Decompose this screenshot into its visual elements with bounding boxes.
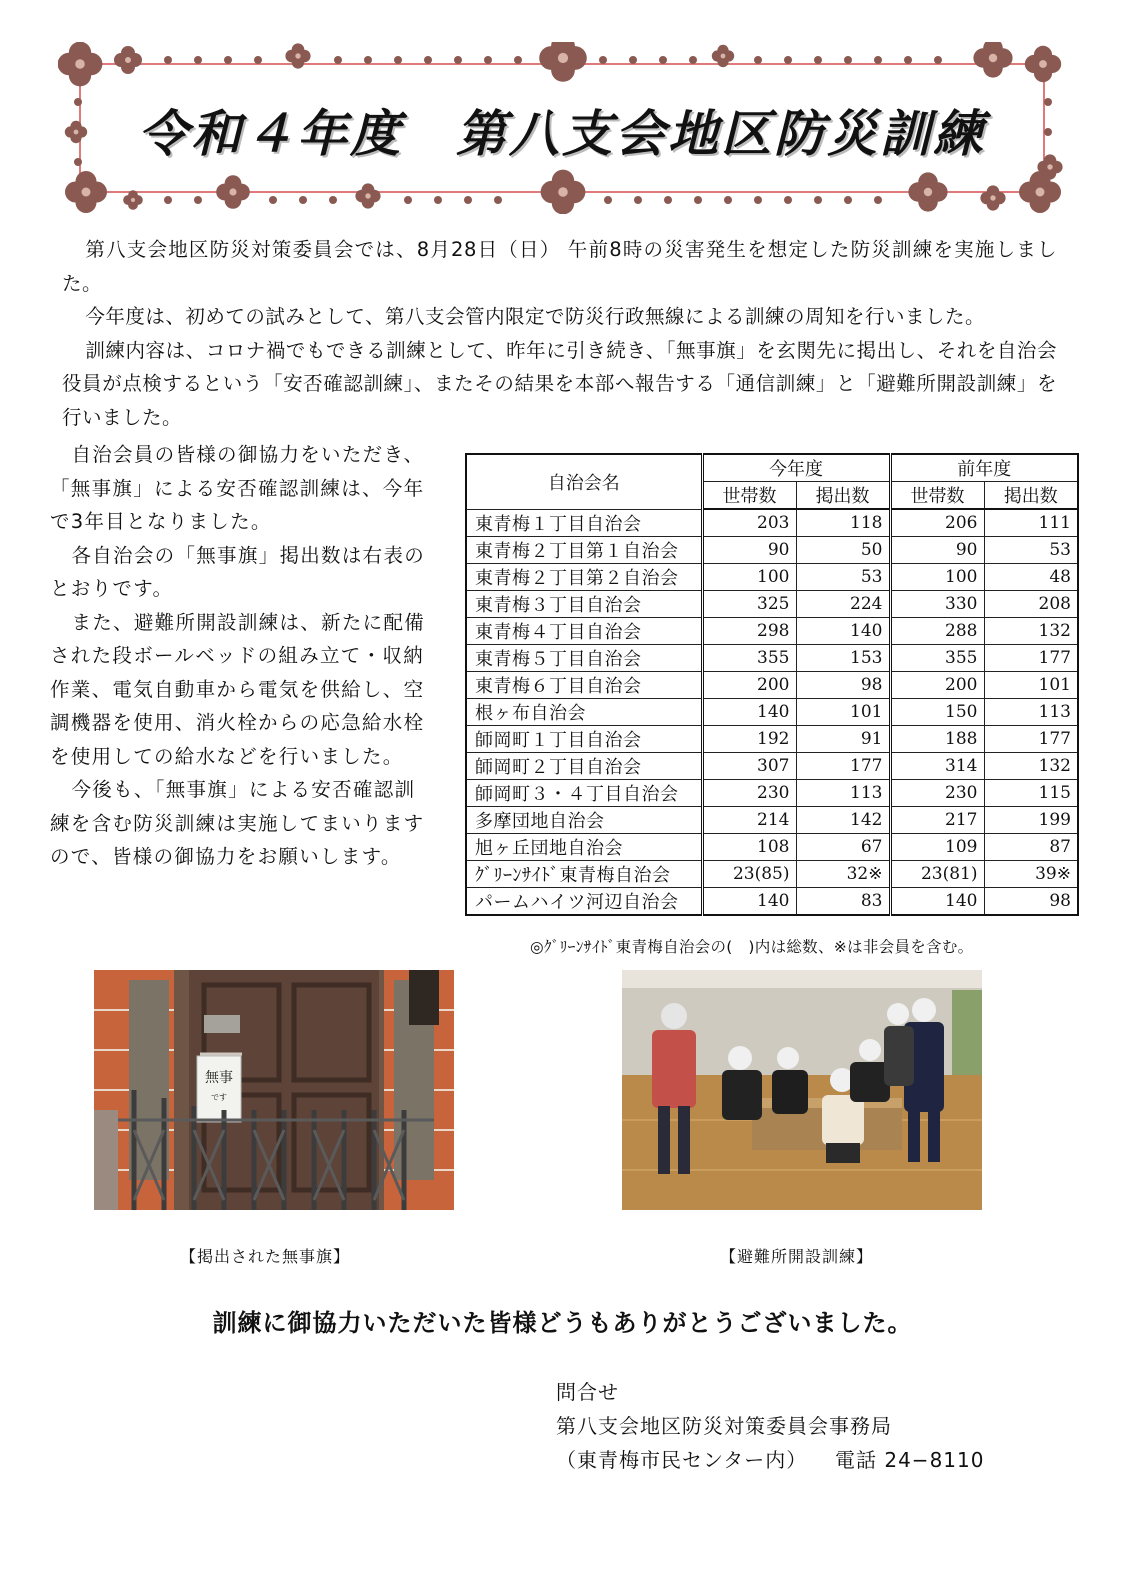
households-this-year-cell: 200 bbox=[702, 671, 796, 698]
households-this-year-cell: 230 bbox=[702, 779, 796, 806]
displayed-last-year-cell: 115 bbox=[984, 779, 1078, 806]
households-this-year-cell: 307 bbox=[702, 752, 796, 779]
households-last-year-cell: 150 bbox=[890, 698, 984, 725]
thank-you-message: 訓練に御協力いただいた皆様どうもありがとうございました。 bbox=[212, 1308, 913, 1337]
displayed-last-year-cell: 132 bbox=[984, 752, 1078, 779]
association-name-header: 自治会名 bbox=[466, 454, 702, 509]
households-last-year-cell: 188 bbox=[890, 725, 984, 752]
association-name-cell: 東青梅４丁目自治会 bbox=[466, 617, 702, 644]
displayed-last-year-cell: 208 bbox=[984, 590, 1078, 617]
households-this-year-cell: 192 bbox=[702, 725, 796, 752]
flag-sign-subtext: です bbox=[211, 1093, 227, 1102]
displayed-this-year-cell: 53 bbox=[796, 563, 890, 590]
households-this-year-cell: 90 bbox=[702, 536, 796, 563]
households-last-year-cell: 90 bbox=[890, 536, 984, 563]
association-name-cell: 東青梅３丁目自治会 bbox=[466, 590, 702, 617]
displayed-this-year-cell: 83 bbox=[796, 887, 890, 915]
households-last-year-cell: 288 bbox=[890, 617, 984, 644]
body-paragraph: 自治会員の皆様の御協力をいただき、「無事旗」による安否確認訓練は、今年で3年目となりました。 bbox=[50, 443, 425, 533]
households-this-year-cell: 23(85) bbox=[702, 860, 796, 887]
displayed-last-year-cell: 199 bbox=[984, 806, 1078, 833]
households-this-year-cell: 298 bbox=[702, 617, 796, 644]
page-title: 令和４年度 第八支会地区防災訓練 bbox=[138, 104, 986, 163]
households-last-year-cell: 355 bbox=[890, 644, 984, 671]
body-paragraph: また、避難所開設訓練は、新たに配備された段ボールベッドの組み立て・収納作業、電気自動車から電気を供給し、空調機器を使用、消火栓からの応急給水栓を使用しての給水などを行いました。 bbox=[50, 610, 426, 768]
association-name-cell: 旭ヶ丘団地自治会 bbox=[466, 833, 702, 860]
displayed-this-year-cell: 224 bbox=[796, 590, 890, 617]
displayed-header: 掲出数 bbox=[984, 482, 1078, 510]
table-body bbox=[466, 509, 1078, 915]
flag-count-table bbox=[465, 453, 1079, 916]
households-last-year-cell: 230 bbox=[890, 779, 984, 806]
table-row bbox=[466, 860, 1078, 887]
table-row bbox=[466, 887, 1078, 915]
households-last-year-cell: 23(81) bbox=[890, 860, 984, 887]
association-name-cell: 師岡町２丁目自治会 bbox=[466, 752, 702, 779]
households-header: 世帯数 bbox=[702, 482, 796, 510]
displayed-last-year-cell: 101 bbox=[984, 671, 1078, 698]
safety-flag-photo bbox=[94, 970, 454, 1210]
contact-location: （東青梅市民センター内） bbox=[556, 1448, 808, 1472]
shelter-training-photo bbox=[622, 970, 982, 1210]
displayed-this-year-cell: 32※ bbox=[796, 860, 890, 887]
table-row bbox=[466, 806, 1078, 833]
households-header: 世帯数 bbox=[890, 482, 984, 510]
table-row bbox=[466, 752, 1078, 779]
displayed-last-year-cell: 39※ bbox=[984, 860, 1078, 887]
intro-paragraph: 第八支会地区防災対策委員会では、8月28日（日） 午前8時の災害発生を想定した防災訓練を実施しました。 bbox=[62, 238, 1057, 295]
households-last-year-cell: 217 bbox=[890, 806, 984, 833]
displayed-last-year-cell: 48 bbox=[984, 563, 1078, 590]
displayed-this-year-cell: 140 bbox=[796, 617, 890, 644]
association-name-cell: 師岡町１丁目自治会 bbox=[466, 725, 702, 752]
safety-flag-illustration bbox=[94, 970, 454, 1210]
intro-section bbox=[62, 233, 1057, 434]
households-this-year-cell: 355 bbox=[702, 644, 796, 671]
contact-label: 問合せ bbox=[556, 1380, 619, 1404]
households-last-year-cell: 206 bbox=[890, 509, 984, 536]
flag-sign-text: 無事 bbox=[205, 1070, 233, 1086]
association-name-cell: 東青梅１丁目自治会 bbox=[466, 509, 702, 536]
households-this-year-cell: 203 bbox=[702, 509, 796, 536]
title-banner bbox=[58, 42, 1066, 214]
table-row bbox=[466, 563, 1078, 590]
households-last-year-cell: 100 bbox=[890, 563, 984, 590]
displayed-this-year-cell: 67 bbox=[796, 833, 890, 860]
households-last-year-cell: 140 bbox=[890, 887, 984, 915]
table-row bbox=[466, 833, 1078, 860]
last-year-header: 前年度 bbox=[890, 454, 1078, 482]
households-last-year-cell: 314 bbox=[890, 752, 984, 779]
table-row bbox=[466, 725, 1078, 752]
displayed-this-year-cell: 50 bbox=[796, 536, 890, 563]
displayed-last-year-cell: 98 bbox=[984, 887, 1078, 915]
households-this-year-cell: 108 bbox=[702, 833, 796, 860]
intro-paragraph: 今年度は、初めての試みとして、第八支会管内限定で防災行政無線による訓練の周知を行いました。 bbox=[85, 305, 986, 328]
displayed-last-year-cell: 132 bbox=[984, 617, 1078, 644]
households-this-year-cell: 140 bbox=[702, 698, 796, 725]
displayed-last-year-cell: 87 bbox=[984, 833, 1078, 860]
body-paragraph: 今後も、「無事旗」による安否確認訓練を含む防災訓練は実施してまいりますので、皆様の御協力をお願いします。 bbox=[50, 778, 425, 868]
contact-office: 第八支会地区防災対策委員会事務局 bbox=[556, 1414, 892, 1438]
households-this-year-cell: 100 bbox=[702, 563, 796, 590]
intro-paragraph: 訓練内容は、コロナ禍でもできる訓練として、昨年に引き続き、「無事旗」を玄関先に掲出し、それを自治会役員が点検するという「安否確認訓練」、またその結果を本部へ報告する「通信訓練」と「避難所開設訓練」を行いました。 bbox=[62, 338, 1057, 429]
displayed-this-year-cell: 118 bbox=[796, 509, 890, 536]
table-row bbox=[466, 779, 1078, 806]
table-row bbox=[466, 671, 1078, 698]
association-name-cell: パームハイツ河辺自治会 bbox=[466, 887, 702, 915]
association-name-cell: 根ヶ布自治会 bbox=[466, 698, 702, 725]
flag-photo-caption: 【掲出された無事旗】 bbox=[180, 1247, 351, 1266]
displayed-this-year-cell: 113 bbox=[796, 779, 890, 806]
association-name-cell: 東青梅２丁目第２自治会 bbox=[466, 563, 702, 590]
association-name-cell: 東青梅５丁目自治会 bbox=[466, 644, 702, 671]
displayed-this-year-cell: 98 bbox=[796, 671, 890, 698]
displayed-this-year-cell: 142 bbox=[796, 806, 890, 833]
table-row bbox=[466, 590, 1078, 617]
association-name-cell: ｸﾞﾘｰﾝｻｲﾄﾞ東青梅自治会 bbox=[466, 860, 702, 887]
table-row bbox=[466, 509, 1078, 536]
left-column-text bbox=[50, 438, 434, 874]
households-last-year-cell: 330 bbox=[890, 590, 984, 617]
table-footnote: ◎ｸﾞﾘｰﾝｻｲﾄﾞ東青梅自治会の( )内は総数、※は非会員を含む。 bbox=[530, 938, 974, 956]
contact-phone: 電話 24−8110 bbox=[835, 1448, 985, 1472]
shelter-training-illustration bbox=[622, 970, 982, 1210]
displayed-this-year-cell: 91 bbox=[796, 725, 890, 752]
shelter-photo-caption: 【避難所開設訓練】 bbox=[720, 1247, 874, 1266]
table-row bbox=[466, 644, 1078, 671]
displayed-last-year-cell: 113 bbox=[984, 698, 1078, 725]
displayed-last-year-cell: 53 bbox=[984, 536, 1078, 563]
association-name-cell: 東青梅２丁目第１自治会 bbox=[466, 536, 702, 563]
displayed-last-year-cell: 111 bbox=[984, 509, 1078, 536]
households-last-year-cell: 200 bbox=[890, 671, 984, 698]
households-this-year-cell: 140 bbox=[702, 887, 796, 915]
association-name-cell: 多摩団地自治会 bbox=[466, 806, 702, 833]
body-paragraph: 各自治会の「無事旗」掲出数は右表のとおりです。 bbox=[50, 543, 426, 600]
households-this-year-cell: 325 bbox=[702, 590, 796, 617]
displayed-this-year-cell: 177 bbox=[796, 752, 890, 779]
displayed-this-year-cell: 101 bbox=[796, 698, 890, 725]
displayed-header: 掲出数 bbox=[796, 482, 890, 510]
table-row bbox=[466, 536, 1078, 563]
displayed-this-year-cell: 153 bbox=[796, 644, 890, 671]
households-last-year-cell: 109 bbox=[890, 833, 984, 860]
displayed-last-year-cell: 177 bbox=[984, 644, 1078, 671]
association-name-cell: 東青梅６丁目自治会 bbox=[466, 671, 702, 698]
households-this-year-cell: 214 bbox=[702, 806, 796, 833]
this-year-header: 今年度 bbox=[702, 454, 890, 482]
flag-count-table-container bbox=[465, 453, 1079, 916]
table-row bbox=[466, 617, 1078, 644]
displayed-last-year-cell: 177 bbox=[984, 725, 1078, 752]
table-row bbox=[466, 698, 1078, 725]
association-name-cell: 師岡町３・４丁目自治会 bbox=[466, 779, 702, 806]
